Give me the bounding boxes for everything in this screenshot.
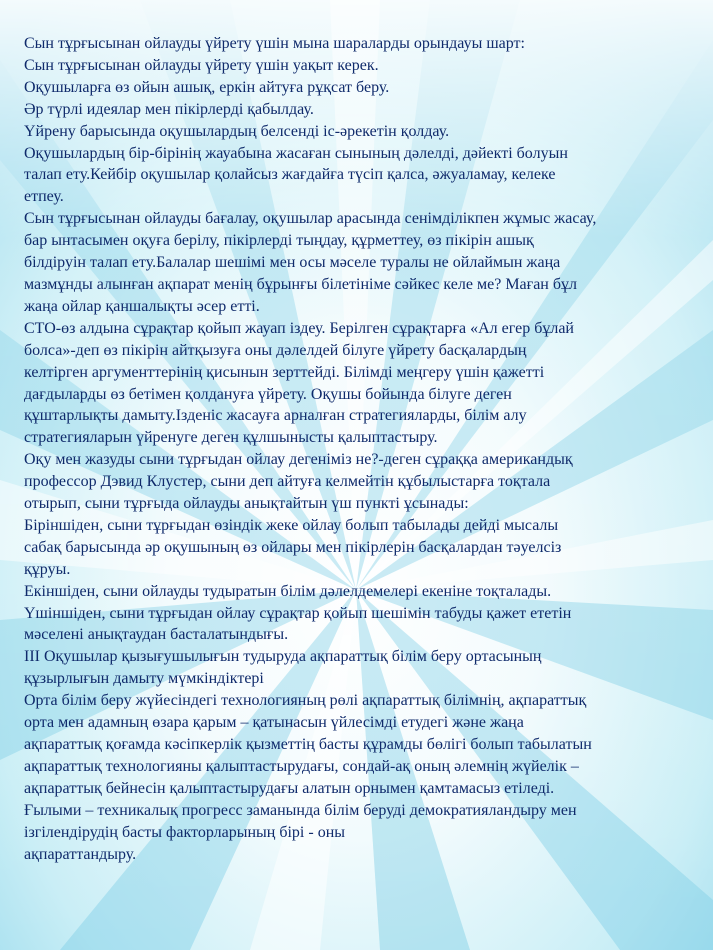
text-line: құруы. <box>24 560 71 578</box>
text-line: ақпараттық қоғамда кәсіпкерлік қызметтің басты құрамды бөлігі болып табылатын <box>24 736 592 753</box>
text-line: стратегияларын үйренуге деген құлшынысты қалыптастыру. <box>24 429 438 447</box>
text-line: ІІІ Оқушылар қызығушылығын тудыруда ақпараттық білім беру ортасының <box>24 648 542 666</box>
text-line: келтірген аргументтерінің қисынын зерттейді. Білімді меңгеру үшін қажетті <box>24 363 545 381</box>
text-line: отырып, сыни тұрғыда ойлауды анықтайтын үш пункті ұсынады: <box>24 495 469 513</box>
text-line: орта мен адамның өзара қарым – қатынасын үйлесімді етудегі және жаңа <box>24 714 524 732</box>
text-line: құзырлығын дамыту мүмкіндіктері <box>24 670 264 688</box>
text-line: ақпараттандыру. <box>24 845 137 863</box>
text-line: Ғылыми – техникалық прогресс заманында білім беруді демократияландыру мен <box>24 801 577 819</box>
text-line: Оқу мен жазуды сыни тұрғыдан ойлау дегеніміз не?-деген сұраққа американдық <box>24 451 573 469</box>
text-line: талап ету.Кейбір оқушылар қолайсыз жағдайға түсіп қалса, әжуаламау, келеке <box>24 166 556 184</box>
text-line: Сын тұрғысынан ойлауды бағалау, оқушылар арасында сенімділікпен жұмыс жасау, <box>24 210 597 228</box>
text-line: ізгілендірудің басты факторларының бірі - оны <box>24 823 346 841</box>
text-line: Үйрену барысында оқушылардың белсенді іс-әрекетін қолдау. <box>24 122 450 140</box>
text-line: дағдыларды өз бетімен қолдануға үйрету. Оқушы бойында білуге деген <box>24 385 512 403</box>
text-line: Сын тұрғысынан ойлауды үйрету үшін мына шараларды орындауы шарт: <box>24 35 525 52</box>
text-line: Сын тұрғысынан ойлауды үйрету үшін уақыт керек. <box>24 56 379 74</box>
text-line: етпеу. <box>24 188 64 206</box>
text-line: Орта білім беру жүйесіндегі технологияның рөлі ақпараттық білімнің, ақпараттық <box>24 692 587 710</box>
text-line: СТО-өз алдына сұрақтар қойып жауап іздеу. Берілген сұрақтарға «Ал егер бұлай <box>24 319 574 337</box>
text-line: болса»-деп өз пікірін айтқызуға оны дәлелдей білуге үйрету басқалардың <box>24 341 527 359</box>
document-body <box>24 33 696 865</box>
text-line: мәселені анықтаудан басталатындығы. <box>24 626 289 644</box>
text-line: профессор Дэвид Клустер, сыни деп айтуға келмейтін құбылыстарға тоқтала <box>24 473 551 491</box>
text-line: сабақ барысында әр оқушының өз ойлары мен пікірлерін басқалардан тәуелсіз <box>24 538 562 556</box>
text-line: Үшіншіден, сыни тұрғыдан ойлау сұрақтар қойып шешімін табуды қажет ететін <box>24 604 572 622</box>
text-line: бар ынтасымен оқуға берілу, пікірлерді тыңдау, құрметтеу, өз пікірін ашық <box>24 232 534 250</box>
text-line: Оқушыларға өз ойын ашық, еркін айтуға рұқсат беру. <box>24 78 390 96</box>
text-line: ақпараттық технологияны қалыптастырудағы, сондай-ақ оның әлемнің жүйелік – <box>24 757 579 775</box>
text-line: ақпараттық бейнесін қалыптастырудағы алатын орнымен қамтамасыз етіледі. <box>24 779 555 797</box>
text-line: жаңа ойлар қаншалықты әсер етті. <box>24 297 260 315</box>
text-line: құштарлықты дамыту.Ізденіс жасауға арналған стратегияларды, білім алу <box>24 407 527 425</box>
text-line: Оқушылардың бір-бірінің жауабына жасаған сынының дәлелді, дәйекті болуын <box>24 144 568 162</box>
text-line: Әр түрлі идеялар мен пікірлерді қабылдау. <box>24 100 314 118</box>
text-line: Біріншіден, сыни тұрғыдан өзіндік жеке ойлау болып табылады дейді мысалы <box>24 516 559 534</box>
text-line: Екіншіден, сыни ойлауды тудыратын білім дәлелдемелері екеніне тоқталады. <box>24 582 552 600</box>
text-line: білдіруін талап ету.Балалар шешімі мен осы мәселе туралы не ойлаймын жаңа <box>24 254 561 272</box>
text-line: мазмұнды алынған ақпарат менің бұрынғы білетініме сәйкес келе ме? Маған бұл <box>24 275 577 293</box>
